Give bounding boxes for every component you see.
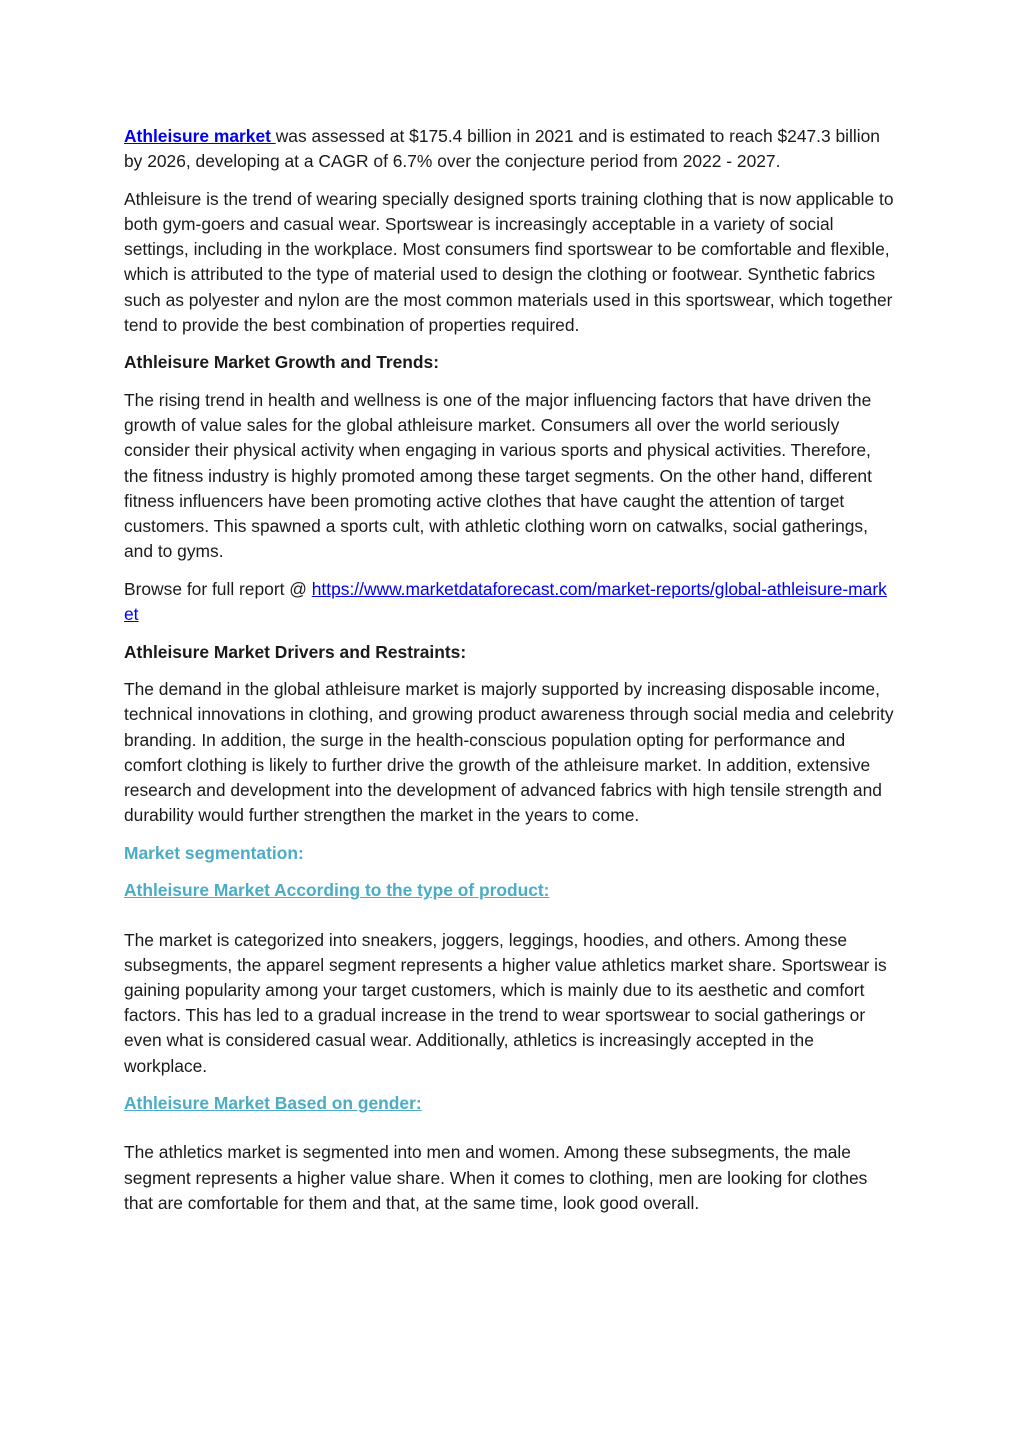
drivers-paragraph: The demand in the global athleisure market is majorly supported by increasing disposable income, technical innovations in clothing, and growing product awareness through social media and celebrity branding. In addition, the surge in the health-conscious population opting for performance and comfort clothing is likely to further drive the growth of the athleisure market. In addition, extensive research and development into the development of advanced fabrics with high tensile strength and durability would further strengthen the market in the years to come. (124, 679, 894, 826)
browse-paragraph (124, 577, 896, 627)
gender-subheading: Athleisure Market Based on gender: (124, 1093, 422, 1114)
growth-trends-heading: Athleisure Market Growth and Trends: (124, 352, 440, 373)
definition-paragraph: Athleisure is the trend of wearing specially designed sports training clothing that is now applicable to both gym-goers and casual wear. Sportswear is increasingly acceptable in a variety of social settings, including in the workplace. Most consumers find sportswear to be comfortable and flexible, which is attributed to the type of material used to design the clothing or footwear. Synthetic fabrics such as polyester and nylon are the most common materials used in this sportswear, which together tend to provide the best combination of properties required. (124, 188, 894, 335)
athleisure-market-link[interactable]: Athleisure market (124, 126, 276, 146)
browse-prefix: Browse for full report @ (124, 578, 312, 599)
drivers-restraints-heading: Athleisure Market Drivers and Restraints: (124, 641, 467, 662)
product-type-subheading: Athleisure Market According to the type of product: (124, 880, 550, 901)
full-report-link[interactable]: https://www.marketdataforecast.com/market-reports/global-athleisure-market (124, 578, 887, 625)
document-page (124, 124, 896, 1228)
growth-paragraph: The rising trend in health and wellness is one of the major influencing factors that have driven the growth of value sales for the global athleisure market. Consumers all over the world seriously consider their physical activity when engaging in various sports and physical activities. Therefore, the fitness industry is highly promoted among these target segments. On the other hand, different fitness influencers have been promoting active clothes that have caught the attention of target customers. This spawned a sports cult, with athletic clothing worn on catwalks, social gatherings, and to gyms. (124, 390, 872, 562)
intro-text: was assessed at $175.4 billion in 2021 and is estimated to reach $247.3 billion by 2026, developing at a CAGR of 6.7% over the conjecture period from 2022 - 2027. (124, 126, 880, 172)
gender-paragraph: The athletics market is segmented into men and women. Among these subsegments, the male segment represents a higher value share. When it comes to clothing, men are looking for clothes that are comfortable for them and that, at the same time, look good overall. (124, 1142, 868, 1213)
product-paragraph: The market is categorized into sneakers, joggers, leggings, hoodies, and others. Among these subsegments, the apparel segment represents a higher value athletics market share. Sportswear is gaining popularity among your target customers, which is mainly due to its aesthetic and comfort factors. This has led to a gradual increase in the trend to wear sportswear to social gatherings or even what is considered casual wear. Additionally, athletics is increasingly accepted in the workplace. (124, 929, 887, 1076)
intro-paragraph (124, 124, 896, 174)
market-segmentation-heading: Market segmentation: (124, 842, 304, 863)
